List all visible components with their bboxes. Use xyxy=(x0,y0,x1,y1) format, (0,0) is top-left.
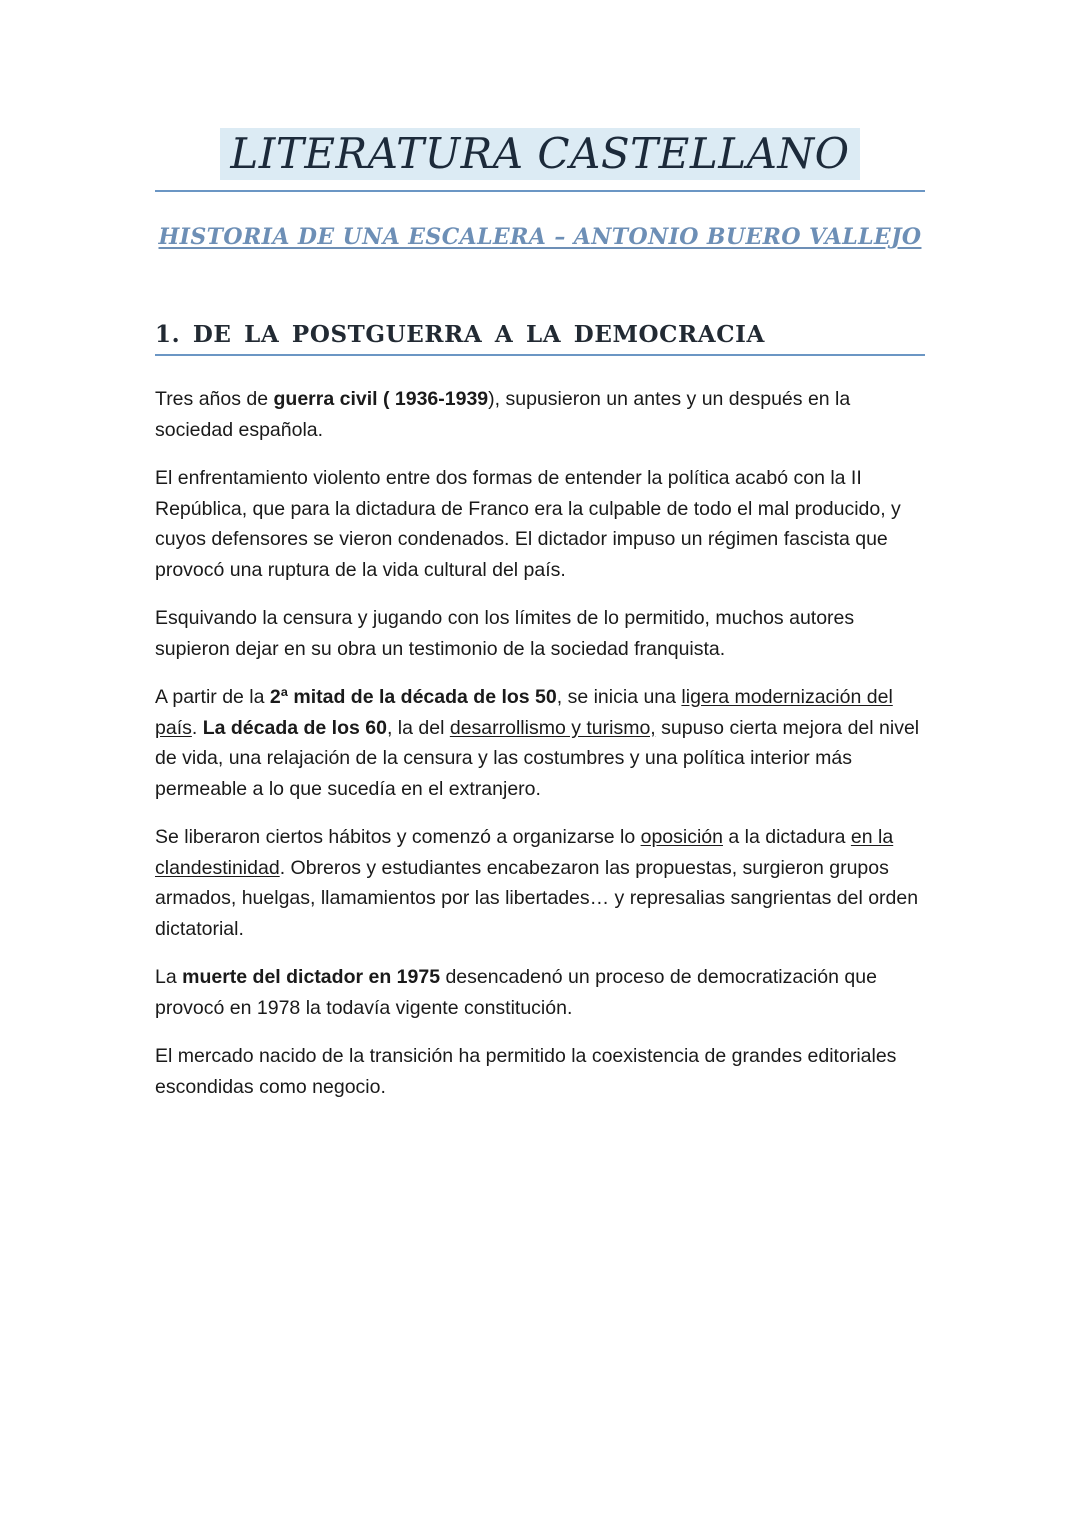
document-title: LITERATURA CASTELLANO xyxy=(220,128,859,180)
document-subtitle: HISTORIA DE UNA ESCALERA – ANTONIO BUERO VALLEJO xyxy=(158,224,922,250)
paragraph-6: La muerte del dictador en 1975 desencadenó un proceso de democratización que provocó en 1978 la todavía vigente constitución. xyxy=(155,966,877,1019)
paragraph-5: Se liberaron ciertos hábitos y comenzó a organizarse lo oposición a la dictadura en la clandestinidad. Obreros y estudiantes encabezaron las propuestas, surgieron grupos armados, huelgas, llamamientos por las libertades… y represalias sangrientas del orden dictatorial. xyxy=(155,826,919,940)
section-body xyxy=(155,384,930,1120)
title-container xyxy=(155,128,925,180)
paragraph-7: El mercado nacido de la transición ha permitido la coexistencia de grandes editoriales escondidas como negocio. xyxy=(155,1045,897,1098)
title-divider xyxy=(155,190,925,192)
paragraph-3: Esquivando la censura y jugando con los límites de lo permitido, muchos autores supieron dejar en su obra un testimonio de la sociedad franquista. xyxy=(155,607,855,660)
paragraph-1: Tres años de guerra civil ( 1936-1939), supusieron un antes y un después en la sociedad española. xyxy=(155,388,851,441)
paragraph-2: El enfrentamiento violento entre dos formas de entender la política acabó con la II República, que para la dictadura de Franco era la culpable de todo el mal producido, y cuyos defensores se vieron condenados. El dictador impuso un régimen fascista que provocó una ruptura de la vida cultural del país. xyxy=(155,467,901,581)
section-divider xyxy=(155,354,925,356)
paragraph-4: A partir de la 2ª mitad de la década de los 50, se inicia una ligera modernización del país. La década de los 60, la del desarrollismo y turismo, supuso cierta mejora del nivel de vida, una relajación de la censura y las costumbres y una política interior más permeable a lo que sucedía en el extranjero. xyxy=(155,686,920,800)
section-heading: 1. DE LA POSTGUERRA A LA DEMOCRACIA xyxy=(155,321,765,348)
